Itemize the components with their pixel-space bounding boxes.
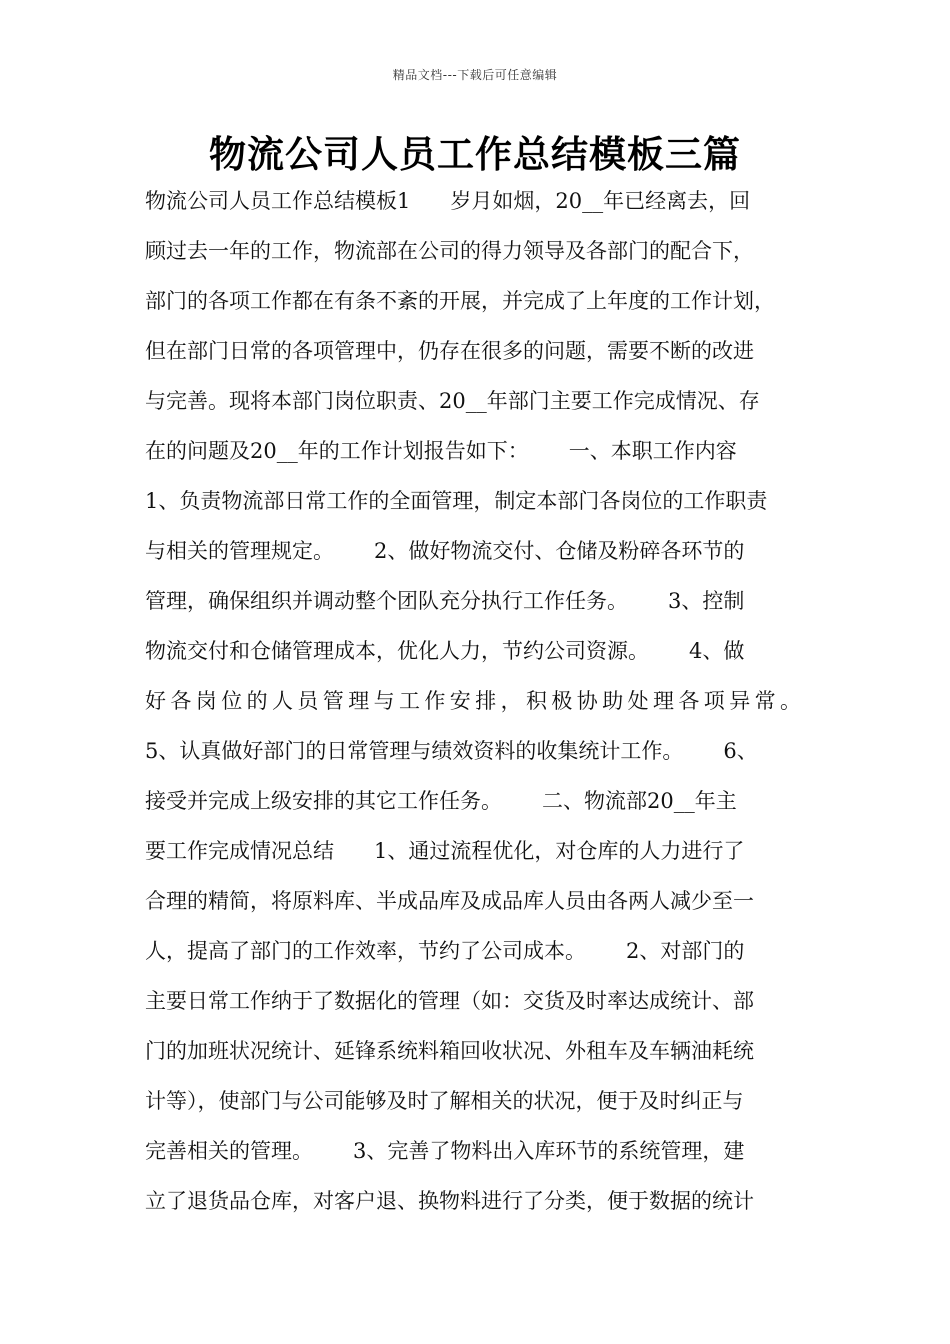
body-line: 计等），使部门与公司能够及时了解相关的状况，便于及时纠正与 — [145, 1089, 744, 1113]
body-line: 顾过去一年的工作，物流部在公司的得力领导及各部门的配合下， — [145, 239, 754, 263]
body-line: 接受并完成上级安排的其它工作任务。 二、物流部20__年主 — [145, 789, 737, 813]
body-line: 好各岗位的人员管理与工作安排，积极协助处理各项异常。 — [145, 689, 806, 713]
body-line: 要工作完成情况总结 1、通过流程优化，对仓库的人力进行了 — [145, 839, 745, 863]
header-note: 精品文档---下载后可任意编辑 — [392, 68, 558, 82]
body-line: 部门的各项工作都在有条不紊的开展，并完成了上年度的工作计划， — [145, 289, 775, 313]
body-line: 与完善。现将本部门岗位职责、20__年部门主要工作完成情况、存 — [145, 389, 760, 413]
body-line: 立了退货品仓库，对客户退、换物料进行了分类，便于数据的统计 — [145, 1189, 754, 1213]
body-line: 合理的精简，将原料库、半成品库及成品库人员由各两人减少至一 — [145, 889, 754, 913]
document-body — [145, 181, 825, 1231]
body-line: 人，提高了部门的工作效率，节约了公司成本。 2、对部门的 — [145, 939, 745, 963]
body-line: 主要日常工作纳于了数据化的管理（如：交货及时率达成统计、部 — [145, 989, 754, 1013]
body-line: 但在部门日常的各项管理中，仍存在很多的问题，需要不断的改进 — [145, 339, 754, 363]
body-line: 门的加班状况统计、延锋系统料箱回收状况、外租车及车辆油耗统 — [145, 1039, 754, 1063]
body-line: 物流交付和仓储管理成本，优化人力，节约公司资源。 4、做 — [145, 639, 745, 663]
document-title: 物流公司人员工作总结模板三篇 — [209, 133, 741, 176]
body-line: 1、负责物流部日常工作的全面管理，制定本部门各岗位的工作职责 — [145, 489, 768, 513]
body-line: 物流公司人员工作总结模板1 岁月如烟，20__年已经离去，回 — [145, 189, 751, 213]
body-line: 完善相关的管理。 3、完善了物料出入库环节的系统管理，建 — [145, 1139, 745, 1163]
body-line: 与相关的管理规定。 2、做好物流交付、仓储及粉碎各环节的 — [145, 539, 745, 563]
body-line: 在的问题及20__年的工作计划报告如下： 一、本职工作内容 — [145, 439, 737, 463]
body-line: 管理，确保组织并调动整个团队充分执行工作任务。 3、控制 — [145, 589, 745, 613]
body-line: 5、认真做好部门的日常管理与绩效资料的收集统计工作。 6、 — [145, 739, 758, 763]
